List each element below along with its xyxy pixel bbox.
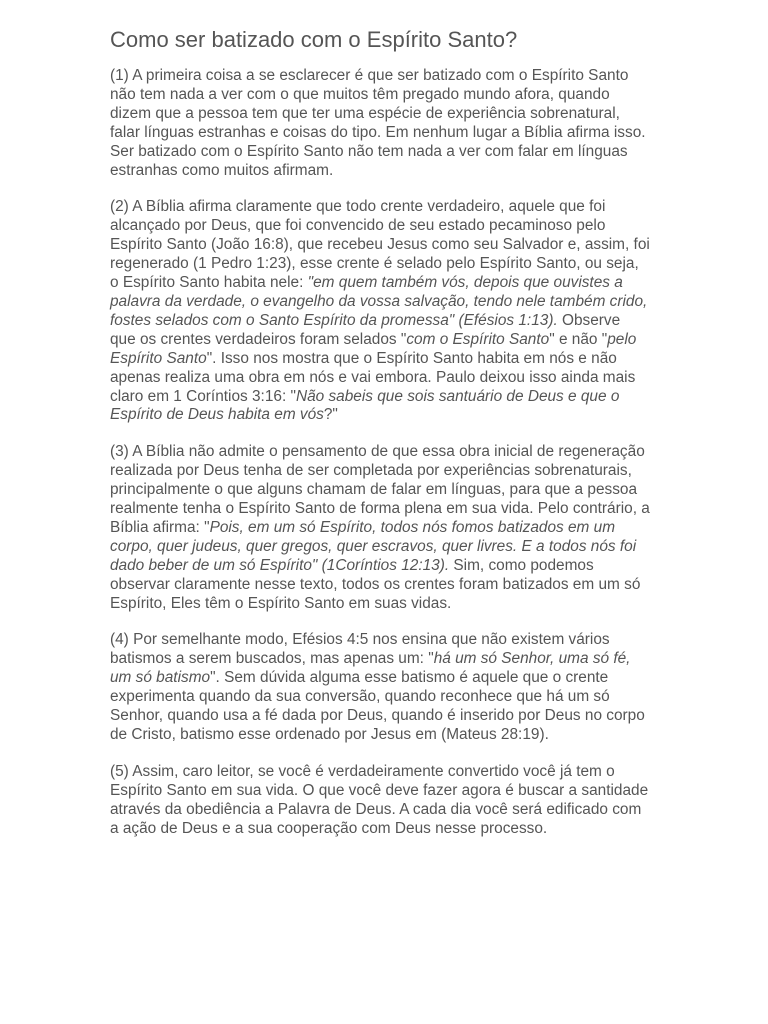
- paragraph-5: [110, 763, 650, 839]
- body-text: ". Sem dúvida alguma esse batismo é aquele que o crente experimenta quando da sua conversão, quando reconhece que há um só Senhor, quando usa a fé dada por Deus, quando é inserido por Deus no corpo de Cristo, batismo esse ordenado por Jesus em (Mateus 28:19).: [110, 669, 645, 743]
- quote-text: há um só Senhor, uma só fé, um só batismo: [110, 650, 631, 687]
- paragraph-1: [110, 67, 650, 180]
- quote-text: pelo Espírito Santo: [110, 330, 637, 367]
- body-text: ". Isso nos mostra que o Espírito Santo habita em nós e não apenas realiza uma obra em nós e vai embora. Paulo deixou isso ainda mais claro em 1 Coríntios 3:16: ": [110, 349, 636, 405]
- quote-text: com o Espírito Santo: [406, 330, 550, 348]
- body-text: (5) Assim, caro leitor, se você é verdadeiramente convertido você já tem o Espírito Santo em sua vida. O que você deve fazer agora é buscar a santidade através da obediência a Palavra de Deus. A cada dia você será edificado com a ação de Deus e a sua cooperação com Deus nesse processo.: [110, 762, 649, 837]
- article-body: [110, 67, 650, 839]
- body-text: (3) A Bíblia não admite o pensamento de que essa obra inicial de regeneração realizada por Deus tenha de ser completada por experiências sobrenaturais, principalmente o que alguns chamam de falar em línguas, para que a pessoa realmente tenha o Espírito Santo de forma plena em sua vida. Pelo contrário, a Bíblia afirma: ": [110, 443, 650, 536]
- paragraph-3: [110, 443, 650, 613]
- body-text: Observe que os crentes verdadeiros foram selados ": [110, 311, 621, 348]
- page-title: Como ser batizado com o Espírito Santo?: [110, 27, 518, 52]
- document-page: [110, 26, 650, 857]
- body-text: " e não ": [549, 330, 608, 348]
- body-text: (4) Por semelhante modo, Efésios 4:5 nos ensina que não existem vários batismos a serem buscados, mas apenas um: ": [110, 631, 610, 668]
- body-text: (2) A Bíblia afirma claramente que todo crente verdadeiro, aquele que foi alcançado por Deus, que foi convencido de seu estado pecaminoso pelo Espírito Santo (João 16:8), que recebeu Jesus como seu Salvador e, assim, foi regenerado (1 Pedro 1:23), esse crente é selado pelo Espírito Santo, ou seja, o Espírito Santo habita nele:: [110, 198, 650, 292]
- quote-text: Não sabeis que sois santuário de Deus e que o Espírito de Deus habita em vós: [110, 387, 620, 424]
- body-text: ?": [323, 406, 338, 424]
- paragraph-2: [110, 198, 650, 425]
- quote-text: "em quem também vós, depois que ouvistes a palavra da verdade, o evangelho da vossa salvação, tendo nele também crido, fostes selados com o Santo Espírito da promessa" (Efésios 1:13).: [110, 274, 648, 329]
- body-text: Sim, como podemos observar claramente nesse texto, todos os crentes foram batizados em um só Espírito, Eles têm o Espírito Santo em suas vidas.: [110, 556, 641, 612]
- body-text: (1) A primeira coisa a se esclarecer é que ser batizado com o Espírito Santo não tem nada a ver com o que muitos têm pregado mundo afora, quando dizem que a pessoa tem que ter uma espécie de experiência sobrenatural, falar línguas estranhas e coisas do tipo. Em nenhum lugar a Bíblia afirma isso. Ser batizado com o Espírito Santo não tem nada a ver com falar em línguas estranhas como muitos afirmam.: [110, 67, 646, 179]
- quote-text: Pois, em um só Espírito, todos nós fomos batizados em um corpo, quer judeus, quer gregos, quer escravos, quer livres. E a todos nós foi dado beber de um só Espírito" (1Coríntios 12:13).: [110, 518, 637, 574]
- paragraph-4: [110, 631, 650, 744]
